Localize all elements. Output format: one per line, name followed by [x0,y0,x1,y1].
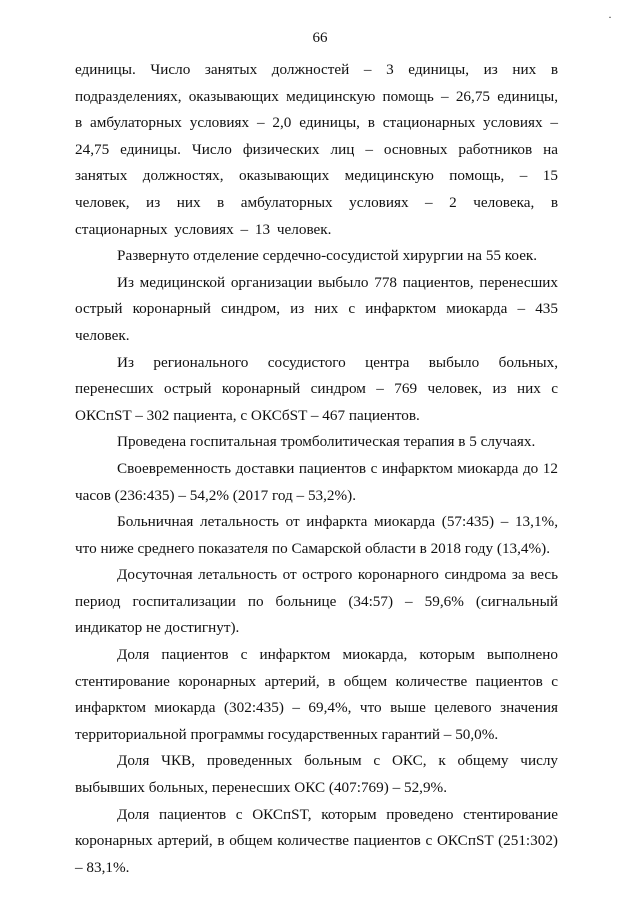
corner-mark: · [608,10,612,24]
paragraph-hospital-mortality: Больничная летальность от инфаркта миокарда (57:435) – 13,1%, что ниже среднего показателя по Самарской области в 2018 году (13,4%). [75,513,558,557]
paragraph-okspst-stenting: Доля пациентов с ОКСпST, которым проведено стентирование коронарных артерий, в общем количестве пациентов с ОКСпST (251:302) – 83,1%. [75,805,558,876]
paragraph-vascular-center: Из регионального сосудистого центра выбыло больных, перенесших острый коронарный синдром – 769 человек, из них с ОКСпST – 302 пациента, с ОКСбST – 467 пациентов. [75,353,558,424]
paragraph-pci-share: Доля ЧКВ, проведенных больным с ОКС, к общему числу выбывших больных, перенесших ОКС (407:769) – 52,9%. [75,752,558,797]
page-number: 66 [312,30,328,46]
paragraph-staff-count: единицы. Число занятых должностей – 3 единицы, из них в подразделениях, оказывающих медицинскую помощь – 26,75 единицы, в амбулаторных условиях – 2,0 единицы, в стационарных условиях – 24,75 единицы. Число физических лиц – основных работников на занятых должностях, оказывающих медицинскую помощь, – 15 человек, из них в амбулаторных условиях – 2 человека, в стационарных условиях – 13 человек. [75,61,558,238]
paragraph-discharged-patients: Из медицинской организации выбыло 778 пациентов, перенесших острый коронарный синдром, из них с инфарктом миокарда – 435 человек. [75,273,558,344]
paragraph-timely-delivery: Своевременность доставки пациентов с инфарктом миокарда до 12 часов (236:435) – 54,2% (2017 год – 53,2%). [75,459,558,504]
paragraph-surgery-department: Развернуто отделение сердечно-сосудистой хирургии на 55 коек. [117,247,538,265]
paragraph-thrombolytic-therapy: Проведена госпитальная тромболитическая терапия в 5 случаях. [117,433,536,451]
page-body [75,57,558,881]
paragraph-daily-mortality: Досуточная летальность от острого коронарного синдрома за весь период госпитализации по больнице (34:57) – 59,6% (сигнальный индикатор не достигнут). [75,566,558,637]
paragraph-stenting-share: Доля пациентов с инфарктом миокарда, которым выполнено стентирование коронарных артерий, в общем количестве пациентов с инфарктом миокарда (302:435) – 69,4%, что выше целевого значения территориальной программы государственных гарантий – 50,0%. [75,646,558,743]
